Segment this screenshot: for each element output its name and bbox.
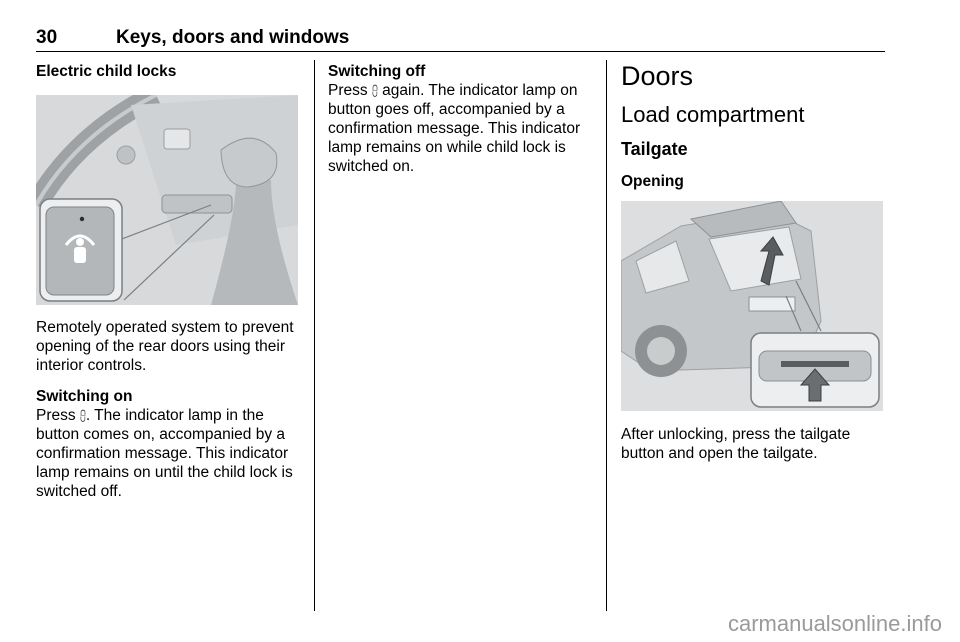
tailgate-opening-text: After unlocking, press the tailgate button and open the tailgate. <box>621 426 851 462</box>
tailgate-title: Tailgate <box>621 139 688 159</box>
column-1 <box>36 62 302 501</box>
load-compartment-title: Load compartment <box>621 102 805 127</box>
tailgate-illustration <box>621 201 883 411</box>
tailgate-drawing <box>621 201 883 411</box>
child-locks-intro: Remotely operated system to prevent opening of the rear doors using their interior controls. <box>36 319 294 374</box>
watermark: carmanualsonline.info <box>727 611 942 636</box>
switching-off-heading: Switching off <box>328 63 426 80</box>
switching-on-heading: Switching on <box>36 388 133 405</box>
switching-on-text-end: . The indicator lamp in the button comes on, accompanied by a confirmation message. This indicator lamp remains on until the child lock is switched off. <box>36 407 293 500</box>
switching-off-text <box>328 81 594 176</box>
doors-title: Doors <box>621 61 694 91</box>
switching-on-text-start: Press <box>36 407 80 424</box>
child-lock-icon: ⩉ <box>79 408 86 423</box>
switching-off-text-end: again. The indicator lamp on button goes off, accompanied by a confirmation message. This indicator lamp remains on while child lock is switched on. <box>328 82 581 175</box>
column-3 <box>621 62 885 463</box>
child-lock-illustration <box>36 95 298 305</box>
column-divider <box>606 60 607 611</box>
child-lock-drawing <box>36 95 298 305</box>
child-locks-heading: Electric child locks <box>36 63 177 80</box>
switching-off-text-start: Press <box>328 82 372 99</box>
child-lock-icon: ⩉ <box>371 83 378 98</box>
column-divider <box>314 60 315 611</box>
opening-heading: Opening <box>621 173 684 190</box>
switching-on-text <box>36 406 302 501</box>
column-2 <box>328 62 594 176</box>
page-header <box>36 27 885 52</box>
running-title: Keys, doors and windows <box>116 27 350 48</box>
page-number: 30 <box>36 27 58 48</box>
